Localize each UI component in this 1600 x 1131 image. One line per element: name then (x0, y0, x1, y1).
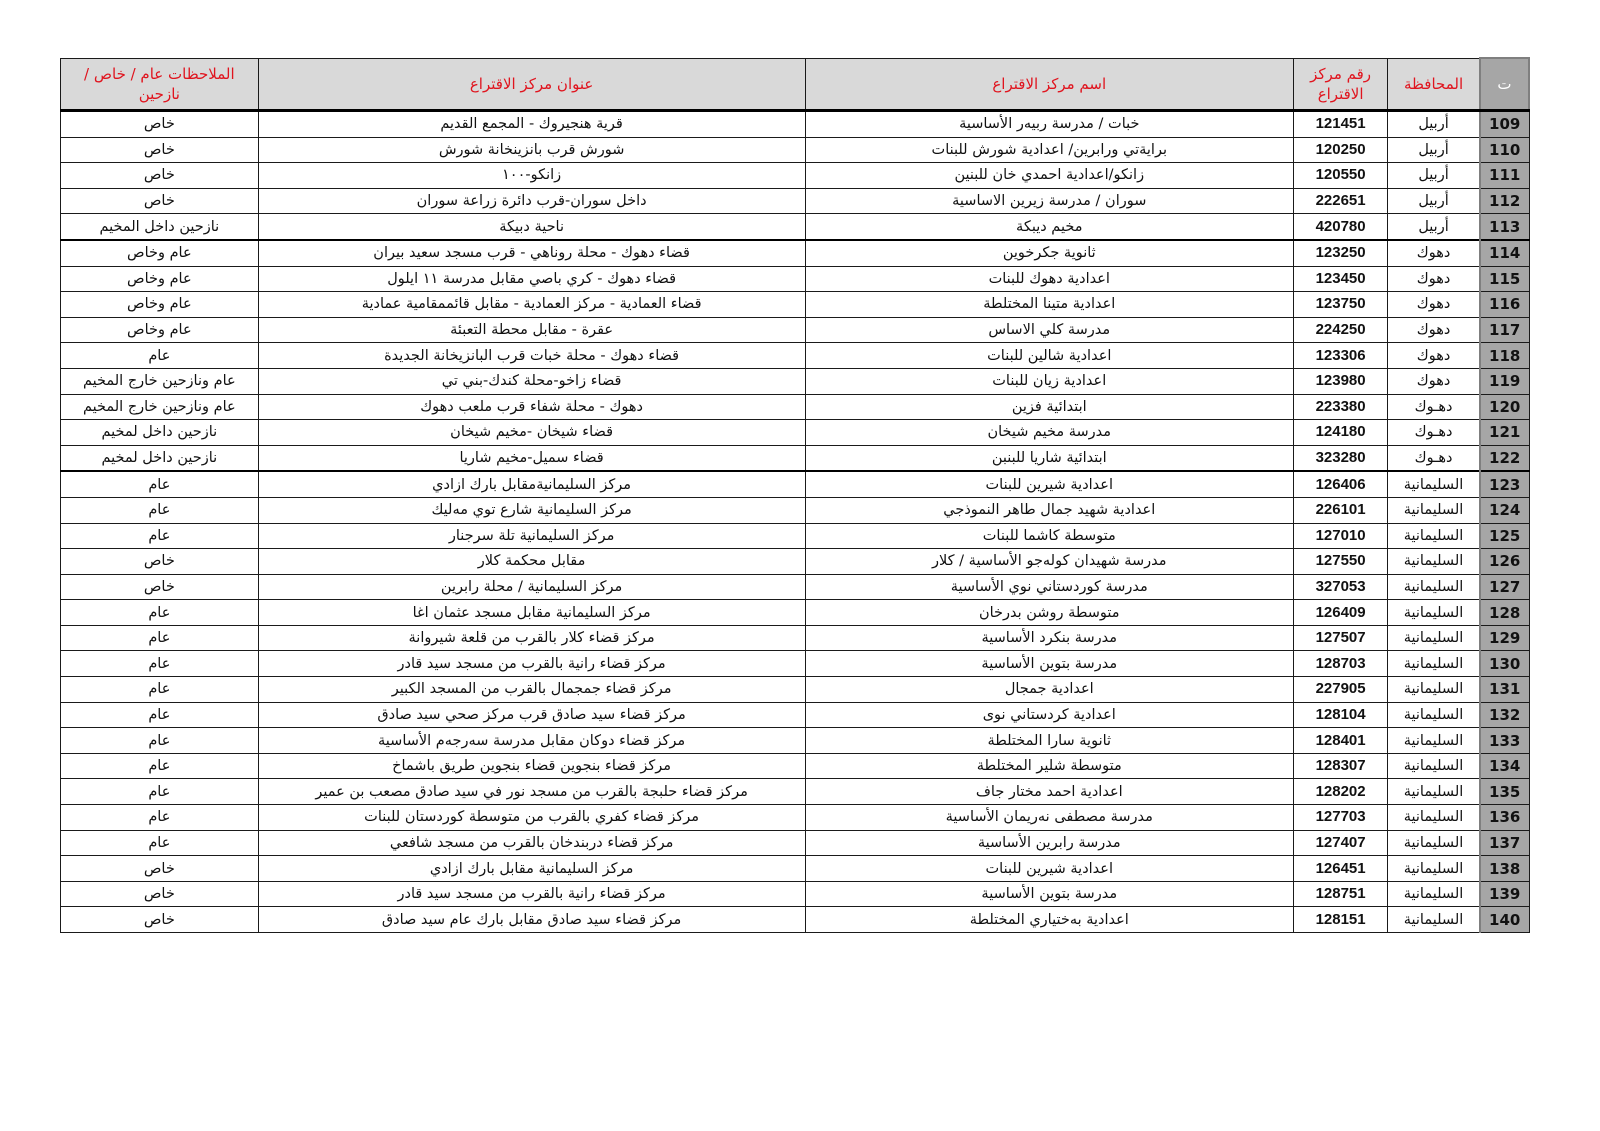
table-row (61, 240, 1530, 266)
row-center-name: ثانوية جكرخوين (805, 240, 1293, 266)
row-note: عام (61, 651, 259, 677)
row-center-address: ناحية دبيكة (258, 214, 805, 240)
row-center-address: مركز قضاء كلار بالقرب من قلعة شيروانة (258, 625, 805, 651)
row-center-address: مركز السليمانيةمقابل بارك ازادي (258, 471, 805, 497)
row-center-code: 224250 (1294, 317, 1388, 343)
row-center-code: 128401 (1294, 728, 1388, 754)
row-governorate: أربيل (1388, 111, 1480, 138)
row-note: عام (61, 753, 259, 779)
row-center-name: برايةتي ورابرين/ اعدادية شورش للبنات (805, 137, 1293, 163)
row-center-address: مركز السليمانية مقابل بارك ازادي (258, 856, 805, 882)
row-index: 124 (1480, 497, 1529, 523)
row-center-address: قضاء العمادية - مركز العمادية - مقابل قائممقامية عمادية (258, 292, 805, 318)
row-center-address: مركز السليمانية تلة سرجنار (258, 523, 805, 549)
row-index: 125 (1480, 523, 1529, 549)
table-row (61, 420, 1530, 446)
row-note: عام (61, 523, 259, 549)
row-index: 136 (1480, 805, 1529, 831)
row-index: 138 (1480, 856, 1529, 882)
row-index: 127 (1480, 574, 1529, 600)
row-center-code: 127010 (1294, 523, 1388, 549)
header-center-name: اسم مركز الاقتراع (805, 58, 1293, 111)
row-note: عام (61, 728, 259, 754)
row-note: عام وخاص (61, 317, 259, 343)
row-index: 140 (1480, 907, 1529, 933)
row-note: عام (61, 471, 259, 497)
row-center-code: 124180 (1294, 420, 1388, 446)
row-index: 133 (1480, 728, 1529, 754)
row-center-code: 123980 (1294, 368, 1388, 394)
row-center-code: 223380 (1294, 394, 1388, 420)
row-note: خاص (61, 111, 259, 138)
row-center-name: اعدادية زيان للبنات (805, 368, 1293, 394)
row-center-code: 127703 (1294, 805, 1388, 831)
table-row (61, 394, 1530, 420)
row-governorate: السليمانية (1388, 523, 1480, 549)
row-note: عام (61, 497, 259, 523)
row-governorate: السليمانية (1388, 497, 1480, 523)
table-row (61, 137, 1530, 163)
table-row (61, 445, 1530, 471)
row-center-name: مخيم ديبكة (805, 214, 1293, 240)
row-index: 135 (1480, 779, 1529, 805)
table-row (61, 677, 1530, 703)
row-center-code: 127507 (1294, 625, 1388, 651)
row-center-code: 120550 (1294, 163, 1388, 189)
table-row (61, 266, 1530, 292)
polling-centers-sheet (60, 57, 1530, 933)
table-row (61, 188, 1530, 214)
table-row (61, 343, 1530, 369)
row-center-code: 123250 (1294, 240, 1388, 266)
table-row (61, 471, 1530, 497)
row-center-name: اعدادية متينا المختلطة (805, 292, 1293, 318)
table-row (61, 111, 1530, 138)
row-governorate: السليمانية (1388, 471, 1480, 497)
row-center-address: قضاء شيخان -مخيم شيخان (258, 420, 805, 446)
row-center-name: اعدادية شيرين للبنات (805, 856, 1293, 882)
row-center-address: مركز قضاء رانية بالقرب من مسجد سيد قادر (258, 881, 805, 907)
row-center-address: مركز قضاء دوكان مقابل مدرسة سەرجەم الأساسية (258, 728, 805, 754)
row-center-address: مركز قضاء دربندخان بالقرب من مسجد شافعي (258, 830, 805, 856)
row-center-code: 226101 (1294, 497, 1388, 523)
row-note: نازحين داخل المخيم (61, 214, 259, 240)
header-governorate: المحافظة (1388, 58, 1480, 111)
row-center-name: مدرسة بنكرد الأساسية (805, 625, 1293, 651)
row-center-address: مركز قضاء رانية بالقرب من مسجد سيد قادر (258, 651, 805, 677)
row-center-name: اعدادية جمجال (805, 677, 1293, 703)
row-center-name: متوسطة كاشما للبنات (805, 523, 1293, 549)
row-index: 110 (1480, 137, 1529, 163)
row-index: 130 (1480, 651, 1529, 677)
row-center-address: مركز قضاء حلبجة بالقرب من مسجد نور في سيد صادق مصعب بن عمير (258, 779, 805, 805)
row-governorate: أربيل (1388, 163, 1480, 189)
table-row (61, 625, 1530, 651)
header-index: ت (1480, 58, 1529, 111)
row-index: 122 (1480, 445, 1529, 471)
row-index: 115 (1480, 266, 1529, 292)
row-center-name: زانكو/اعدادية احمدي خان للبنين (805, 163, 1293, 189)
row-note: عام ونازحين خارج المخيم (61, 394, 259, 420)
row-center-code: 227905 (1294, 677, 1388, 703)
row-center-name: اعدادية شالين للبنات (805, 343, 1293, 369)
row-center-code: 128202 (1294, 779, 1388, 805)
row-center-address: قضاء دهوك - محلة خبات قرب البانزيخانة الجديدة (258, 343, 805, 369)
row-center-name: مدرسة مصطفى نەريمان الأساسية (805, 805, 1293, 831)
row-note: خاص (61, 574, 259, 600)
row-center-name: مدرسة بتوين الأساسية (805, 881, 1293, 907)
row-governorate: السليمانية (1388, 702, 1480, 728)
row-center-code: 123306 (1294, 343, 1388, 369)
row-note: عام (61, 677, 259, 703)
row-note: عام (61, 779, 259, 805)
row-note: عام (61, 343, 259, 369)
row-note: نازحين داخل لمخيم (61, 420, 259, 446)
table-row (61, 830, 1530, 856)
row-index: 117 (1480, 317, 1529, 343)
row-center-address: مركز السليمانية شارع توي مەليك (258, 497, 805, 523)
row-center-address: زانكو-١٠٠ (258, 163, 805, 189)
table-row (61, 753, 1530, 779)
table-row (61, 600, 1530, 626)
row-center-name: اعدادية شيرين للبنات (805, 471, 1293, 497)
row-center-code: 126409 (1294, 600, 1388, 626)
row-note: عام وخاص (61, 240, 259, 266)
row-index: 114 (1480, 240, 1529, 266)
row-note: عام (61, 600, 259, 626)
row-center-address: مركز السليمانية مقابل مسجد عثمان اغا (258, 600, 805, 626)
row-note: عام (61, 830, 259, 856)
header-center-address: عنوان مركز الاقتراع (258, 58, 805, 111)
row-center-name: مدرسة مخيم شيخان (805, 420, 1293, 446)
row-governorate: دهوك (1388, 266, 1480, 292)
table-body (61, 111, 1530, 933)
row-center-code: 128751 (1294, 881, 1388, 907)
row-center-name: سوران / مدرسة زيرين الاساسية (805, 188, 1293, 214)
row-center-address: قضاء دهوك - كري باصي مقابل مدرسة ١١ ايلول (258, 266, 805, 292)
header-row (61, 58, 1530, 111)
row-index: 119 (1480, 368, 1529, 394)
row-note: عام (61, 805, 259, 831)
table-row (61, 368, 1530, 394)
row-center-code: 126451 (1294, 856, 1388, 882)
row-index: 118 (1480, 343, 1529, 369)
row-governorate: السليمانية (1388, 779, 1480, 805)
row-note: عام وخاص (61, 292, 259, 318)
table-row (61, 549, 1530, 575)
row-governorate: دهـوك (1388, 445, 1480, 471)
row-center-name: اعدادية شهيد جمال طاهر النموذجي (805, 497, 1293, 523)
row-center-name: متوسطة روشن بدرخان (805, 600, 1293, 626)
row-center-name: مدرسة كوردستاني نوي الأساسية (805, 574, 1293, 600)
table-row (61, 497, 1530, 523)
row-center-address: داخل سوران-قرب دائرة زراعة سوران (258, 188, 805, 214)
row-center-code: 323280 (1294, 445, 1388, 471)
row-center-name: اعدادية كردستاني نوى (805, 702, 1293, 728)
row-center-code: 327053 (1294, 574, 1388, 600)
row-index: 128 (1480, 600, 1529, 626)
row-governorate: السليمانية (1388, 625, 1480, 651)
row-index: 109 (1480, 111, 1529, 138)
row-governorate: أربيل (1388, 214, 1480, 240)
row-note: خاص (61, 856, 259, 882)
row-center-code: 420780 (1294, 214, 1388, 240)
table-row (61, 856, 1530, 882)
row-index: 113 (1480, 214, 1529, 240)
row-governorate: السليمانية (1388, 600, 1480, 626)
row-center-name: اعدادية احمد مختار جاف (805, 779, 1293, 805)
row-governorate: السليمانية (1388, 574, 1480, 600)
polling-centers-table (60, 57, 1530, 933)
row-center-code: 128703 (1294, 651, 1388, 677)
row-center-address: مركز قضاء كفري بالقرب من متوسطة كوردستان للبنات (258, 805, 805, 831)
row-center-address: مركز قضاء جمجمال بالقرب من المسجد الكبير (258, 677, 805, 703)
row-note: عام (61, 702, 259, 728)
row-center-address: مقابل محكمة كلار (258, 549, 805, 575)
table-row (61, 523, 1530, 549)
row-center-address: قضاء دهوك - محلة روناهي - قرب مسجد سعيد بيران (258, 240, 805, 266)
table-row (61, 779, 1530, 805)
row-governorate: دهوك (1388, 240, 1480, 266)
row-center-name: مدرسة شهيدان كولەجو الأساسية / كلار (805, 549, 1293, 575)
row-center-code: 123750 (1294, 292, 1388, 318)
row-center-name: مدرسة كلي الاساس (805, 317, 1293, 343)
row-note: عام ونازحين خارج المخيم (61, 368, 259, 394)
row-index: 137 (1480, 830, 1529, 856)
row-note: عام (61, 625, 259, 651)
row-index: 123 (1480, 471, 1529, 497)
header-notes: الملاحظات عام / خاص / نازحين (61, 58, 259, 111)
row-note: خاص (61, 163, 259, 189)
row-note: خاص (61, 907, 259, 933)
row-center-address: دهوك - محلة شفاء قرب ملعب دهوك (258, 394, 805, 420)
row-governorate: دهوك (1388, 368, 1480, 394)
row-governorate: دهوك (1388, 343, 1480, 369)
row-center-code: 128307 (1294, 753, 1388, 779)
row-governorate: دهـوك (1388, 420, 1480, 446)
table-row (61, 292, 1530, 318)
row-center-code: 127550 (1294, 549, 1388, 575)
row-center-code: 222651 (1294, 188, 1388, 214)
table-row (61, 214, 1530, 240)
row-governorate: السليمانية (1388, 907, 1480, 933)
row-center-code: 128151 (1294, 907, 1388, 933)
row-index: 132 (1480, 702, 1529, 728)
row-index: 111 (1480, 163, 1529, 189)
row-center-address: عقرة - مقابل محطة التعبئة (258, 317, 805, 343)
row-note: خاص (61, 137, 259, 163)
row-center-code: 120250 (1294, 137, 1388, 163)
table-row (61, 574, 1530, 600)
row-index: 112 (1480, 188, 1529, 214)
row-center-address: قضاء زاخو-محلة كندك-بني تي (258, 368, 805, 394)
row-index: 134 (1480, 753, 1529, 779)
row-governorate: دهـوك (1388, 394, 1480, 420)
row-governorate: السليمانية (1388, 805, 1480, 831)
row-index: 131 (1480, 677, 1529, 703)
row-center-name: اعدادية دهوك للبنات (805, 266, 1293, 292)
row-governorate: دهوك (1388, 317, 1480, 343)
row-note: عام وخاص (61, 266, 259, 292)
table-row (61, 651, 1530, 677)
row-index: 116 (1480, 292, 1529, 318)
row-governorate: السليمانية (1388, 881, 1480, 907)
row-index: 121 (1480, 420, 1529, 446)
row-center-address: مركز قضاء بنجوين قضاء بنجوين طريق باشماخ (258, 753, 805, 779)
row-note: خاص (61, 881, 259, 907)
row-note: خاص (61, 188, 259, 214)
row-center-name: مدرسة بتوين الأساسية (805, 651, 1293, 677)
table-row (61, 805, 1530, 831)
table-row (61, 163, 1530, 189)
row-center-name: متوسطة شلير المختلطة (805, 753, 1293, 779)
row-governorate: السليمانية (1388, 753, 1480, 779)
row-center-code: 123450 (1294, 266, 1388, 292)
table-row (61, 907, 1530, 933)
table-row (61, 728, 1530, 754)
row-note: نازحين داخل لمخيم (61, 445, 259, 471)
row-center-code: 126406 (1294, 471, 1388, 497)
row-governorate: السليمانية (1388, 728, 1480, 754)
table-row (61, 881, 1530, 907)
row-center-name: ابتدائية شاريا للبنبن (805, 445, 1293, 471)
row-center-address: شورش قرب بانزينخانة شورش (258, 137, 805, 163)
row-center-address: قضاء سميل-مخيم شاريا (258, 445, 805, 471)
row-center-address: مركز قضاء سيد صادق قرب مركز صحي سيد صادق (258, 702, 805, 728)
row-governorate: السليمانية (1388, 830, 1480, 856)
row-center-name: خبات / مدرسة ربيەر الأساسية (805, 111, 1293, 138)
row-center-code: 128104 (1294, 702, 1388, 728)
row-center-name: ثانوية سارا المختلطة (805, 728, 1293, 754)
row-index: 120 (1480, 394, 1529, 420)
table-row (61, 317, 1530, 343)
row-governorate: دهوك (1388, 292, 1480, 318)
row-governorate: أربيل (1388, 188, 1480, 214)
row-index: 126 (1480, 549, 1529, 575)
row-governorate: السليمانية (1388, 677, 1480, 703)
row-governorate: أربيل (1388, 137, 1480, 163)
row-center-address: مركز قضاء سيد صادق مقابل بارك عام سيد صادق (258, 907, 805, 933)
row-governorate: السليمانية (1388, 856, 1480, 882)
row-center-name: مدرسة رابرين الأساسية (805, 830, 1293, 856)
row-center-name: اعدادية بەختياري المختلطة (805, 907, 1293, 933)
row-center-address: مركز السليمانية / محلة رابرين (258, 574, 805, 600)
table-row (61, 702, 1530, 728)
header-center-code: رقم مركز الاقتراع (1294, 58, 1388, 111)
row-center-code: 121451 (1294, 111, 1388, 138)
row-center-code: 127407 (1294, 830, 1388, 856)
row-center-name: ابتدائية فزين (805, 394, 1293, 420)
row-index: 139 (1480, 881, 1529, 907)
row-governorate: السليمانية (1388, 651, 1480, 677)
row-governorate: السليمانية (1388, 549, 1480, 575)
row-center-address: قرية هنجيروك - المجمع القديم (258, 111, 805, 138)
row-index: 129 (1480, 625, 1529, 651)
row-note: خاص (61, 549, 259, 575)
